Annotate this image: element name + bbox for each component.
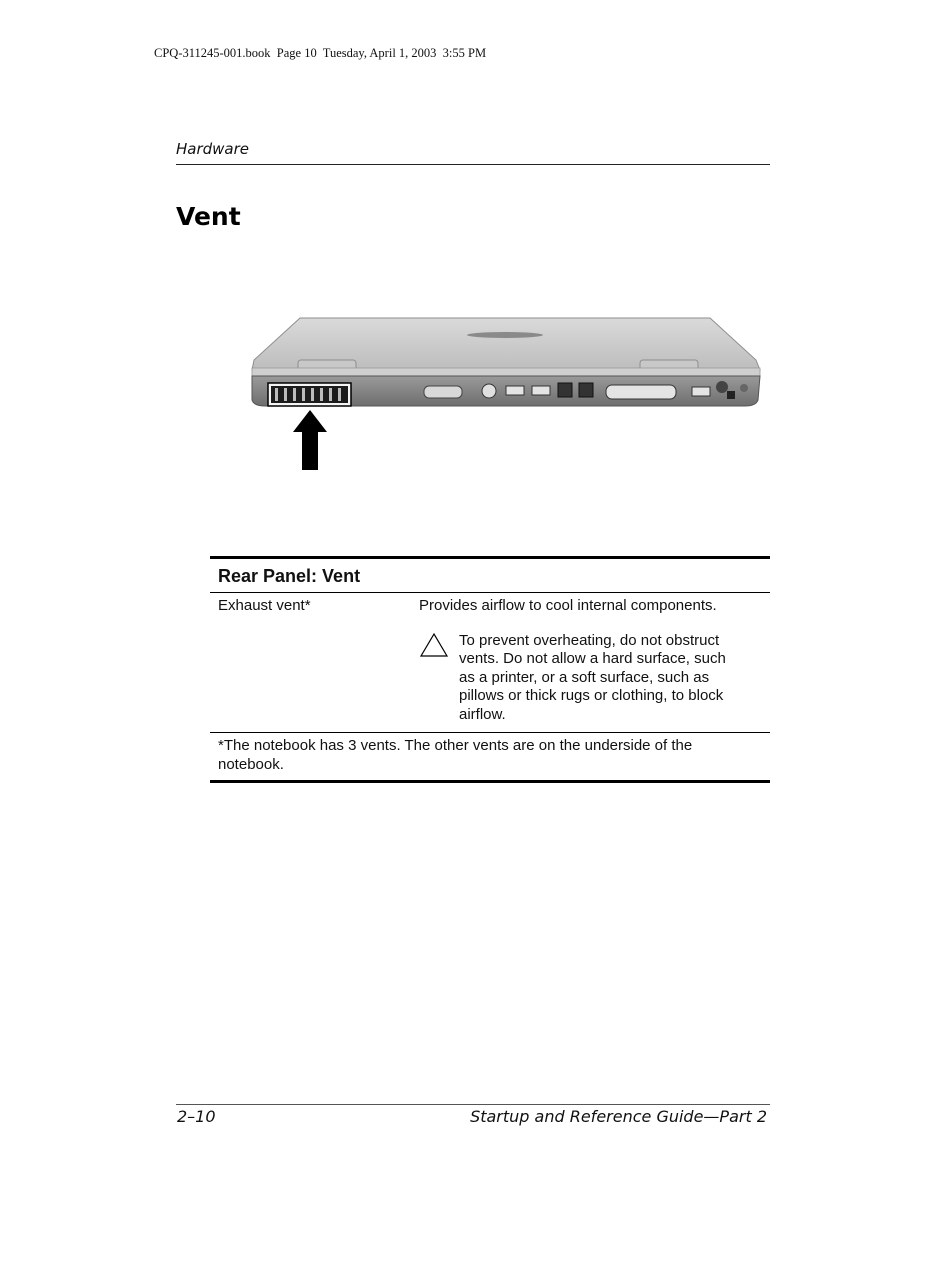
notebook-rear-illustration <box>240 300 770 480</box>
table-title: Rear Panel: Vent <box>218 566 361 586</box>
running-head: Hardware <box>176 140 250 158</box>
page-number: 2–10 <box>177 1107 216 1126</box>
table-row <box>210 593 770 732</box>
book-stamp: CPQ-311245-001.book Page 10 Tuesday, April 1, 2003 3:55 PM <box>154 46 487 60</box>
table-bottom-rule <box>210 780 770 783</box>
arrow-up-icon <box>293 410 327 470</box>
header-rule <box>176 164 770 165</box>
description-text: Provides airflow to cool internal components. <box>419 597 717 614</box>
component-name: Exhaust vent* <box>218 597 311 614</box>
section-title: Vent <box>176 202 241 231</box>
caution-triangle-icon <box>419 632 459 725</box>
guide-title: Startup and Reference Guide—Part 2 <box>470 1107 767 1126</box>
caution-text: To prevent overheating, do not obstruct vents. Do not allow a hard surface, such as a printer, or a soft surface, such as pillows or thick rugs or clothing, to block airflow. <box>459 631 726 723</box>
footer-rule <box>176 1104 770 1105</box>
caution-note <box>419 632 762 725</box>
rear-panel-vent-table <box>210 556 770 783</box>
table-footnote: *The notebook has 3 vents. The other vents are on the underside of the notebook. <box>218 737 693 773</box>
component-description <box>419 597 762 724</box>
